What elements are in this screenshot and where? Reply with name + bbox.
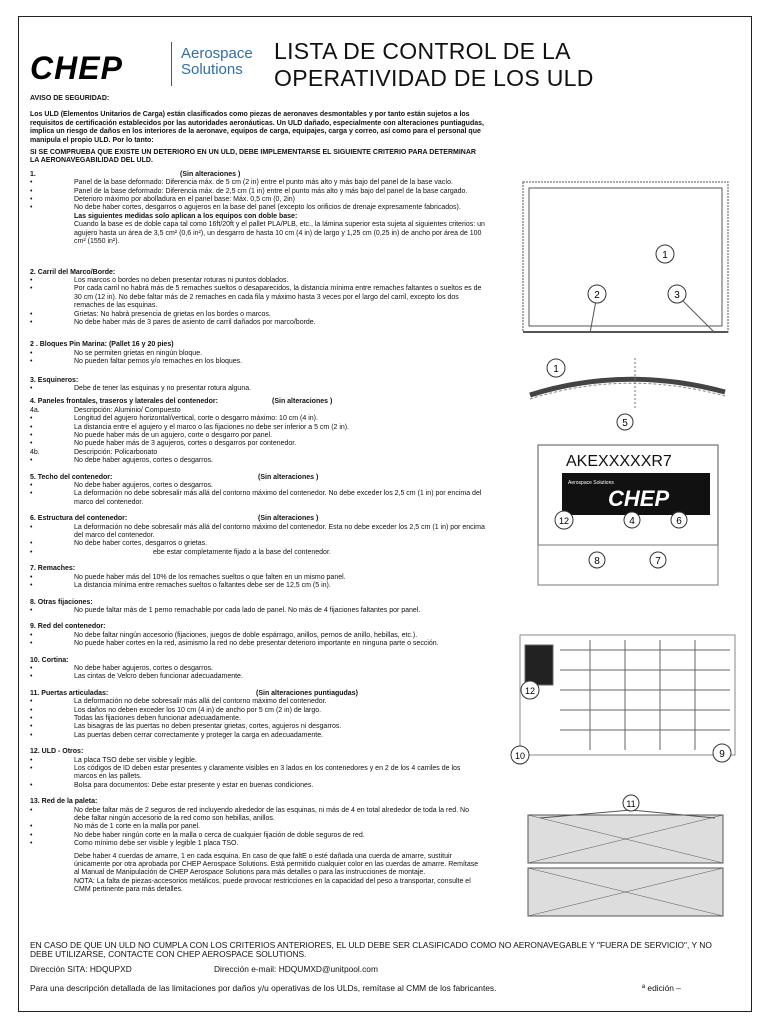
svg-text:Aerospace Solutions: Aerospace Solutions	[568, 480, 614, 486]
callout	[671, 512, 687, 528]
svg-text:10: 10	[514, 751, 526, 761]
list-item: NOTA: La falta de piezas-accesorios metálicos, puede provocar restricciones en la capacidad del peso a transportar, consulte el CMM pertinente para más detalles.	[74, 877, 471, 894]
division-name	[181, 46, 253, 78]
list-item: • Deterioro máximo por abolladura en el panel base: Máx. 0,5 cm (0, 2in)	[30, 196, 295, 204]
list-item: • Panel de la base deformado: Diferencia máx. de 5 cm (2 in) entre el punto más alto y más bajo del panel de la base vacío.	[30, 179, 453, 187]
svg-text:7: 7	[655, 556, 661, 567]
footer-sita: Dirección SITA: HDQUPXD	[30, 964, 132, 974]
list-item: • Los códigos de ID deben estar presentes y claramente visibles en 3 lados en los contenedores y en 2 de los 4 carriles de los marcos en las pallets.	[30, 765, 461, 781]
svg-text:4: 4	[629, 516, 635, 527]
logo-divider	[171, 42, 172, 86]
list-item: • No puede haber más de un agujero, corte o desgarro por panel.	[30, 432, 273, 439]
list-item: Las siguientes medidas solo aplican a los equipos con doble base:	[74, 212, 298, 220]
section-2-heading: 2. Carril del Marco/Borde:	[30, 268, 116, 276]
list-item: • La deformación no debe sobresalir más allá del contorno máximo del contenedor.	[30, 698, 327, 706]
callout	[623, 795, 639, 811]
footer-reference: Para una descripción detallada de las limitaciones por daños y/u operativas de los ULDs, remítase al CMM de los fabricantes.	[30, 983, 497, 993]
list-item: • Por cada carril no habrá más de 5 remaches sueltos o desaparecidos, la distancia mínima entre remaches faltantes o sueltos es de 30 cm (12 in). No debe faltar más de 2 remaches en cada fila y máximo hasta 3 veces por el largo del carril, excepto los dos remaches de las esquinas.	[30, 285, 482, 310]
list-item: • La deformación no debe sobresalir más allá del contorno máximo del contenedor. Esta no debe exceder los 2,5 cm (1 in) por encima del marco del contenedor.	[30, 523, 485, 540]
list-item: • La placa TSO debe ser visible y legible.	[30, 756, 197, 764]
list-item: • No se permiten grietas en ningún bloque.	[30, 349, 203, 357]
callout	[668, 285, 686, 303]
callout	[713, 744, 731, 762]
section-10-heading: 10. Cortina:	[30, 656, 69, 664]
checklist-body	[30, 95, 485, 895]
list-item: • Panel de la base deformado: Diferencia máx. de 2,5 cm (1 in) entre el punto más alto y más bajo del panel de la base cargado.	[30, 187, 468, 195]
svg-text:12: 12	[524, 686, 536, 696]
uld-illustrations	[514, 170, 735, 930]
section-9-heading: 9. Red del contenedor:	[30, 623, 106, 631]
list-item: • Bolsa para documentos: Debe estar presente y estar en buenas condiciones.	[30, 781, 314, 789]
list-item: • Los daños no deben exceder los 10 cm (4 in) de ancho por 5 cm (2 in) de largo.	[30, 706, 322, 714]
chep-logo: CHEP	[30, 50, 123, 86]
list-item: • No debe haber más de 3 pares de asiento de carril dañados por marco/borde.	[30, 318, 316, 326]
division-line-2: Solutions	[181, 61, 243, 78]
section-2b-heading: 2 . Bloques Pin Marina: (Pallet 16 y 20 pies)	[30, 341, 174, 349]
section-7-heading: 7. Remaches:	[30, 565, 76, 573]
callout	[589, 552, 605, 568]
list-item: 4b. Descripción: Policarbonato	[30, 448, 158, 456]
division-line-1: Aerospace	[181, 45, 253, 62]
svg-text:CHEP: CHEP	[608, 486, 670, 511]
list-item: • Grietas: No habrá presencia de grietas en los bordes o marcos.	[30, 310, 271, 318]
callout	[617, 414, 633, 430]
svg-text:2: 2	[594, 290, 600, 301]
list-item: • Las puertas deben cerrar correctamente y proteger la carga en adecuadamente.	[30, 731, 324, 739]
section-1-heading: 1. (Sin alteraciones )	[30, 170, 241, 178]
svg-text:3: 3	[674, 290, 680, 301]
section-4-heading: 4. Paneles frontales, traseros y laterales del contenedor: (Sin alteraciones )	[30, 398, 333, 406]
svg-text:1: 1	[553, 364, 559, 375]
list-item: • No puede faltar más de 1 perno remachable por cada lado de panel. No más de 4 fijaciones faltantes por panel.	[30, 606, 421, 614]
list-item: • La distancia entre el agujero y el marco o las fijaciones no debe ser inferior a 5 cm (2 in).	[30, 423, 350, 431]
svg-text:12: 12	[558, 516, 570, 526]
safety-heading: AVISO DE SEGURIDAD:	[30, 95, 110, 102]
callout	[624, 512, 640, 528]
callout	[555, 511, 573, 529]
container-net-figure	[520, 635, 735, 755]
list-item: • La distancia mínima entre remaches sueltos o faltantes debe ser de 12,5 cm (5 in).	[30, 582, 331, 590]
list-item: • Longitud del agujero horizontal/vertical, corte o desgarro máximo: 10 cm (4 in).	[30, 415, 318, 423]
list-item: • No puede haber más del 10% de los remaches sueltos o que falten en un mismo panel.	[30, 573, 346, 581]
section-8-heading: 8. Otras fijaciones:	[30, 598, 93, 606]
list-item: • No debe haber cortes, desgarros o agujeros en la base del panel (excepto los orificios de drenaje expresamente fabricados).	[30, 204, 461, 212]
list-item: • ebe estar completamente fijado a la base del contenedor.	[30, 548, 331, 556]
pallet-net-figure	[528, 810, 723, 916]
callout	[547, 359, 565, 377]
list-item: • No puede haber cortes en la red, asimismo la red no debe presentar deterioro importante en ninguna parte o sección.	[30, 640, 439, 648]
list-item: Cuando la base es de doble capa tal como 16ft/20ft y el pallet PLA/PLB, etc., la lámina superior esta sujeta al siguientes criterios: un agujero hasta un área de 3,5 cm² (0,6 in²), un desgarro de hasta 10 cm (4 in) de largo y 1,25 cm (0,25 in) de ancho por área de 100 cm² (1550 in²).	[74, 221, 485, 246]
section-11-heading: 11. Puertas articuladas: (Sin alteraciones puntiagudas)	[30, 689, 358, 697]
svg-text:8: 8	[594, 556, 600, 567]
callout	[511, 746, 529, 764]
section-6-heading: 6. Estructura del contenedor: (Sin alteraciones )	[30, 515, 319, 523]
pallet-base-figure	[523, 182, 728, 333]
document-title	[274, 38, 594, 92]
svg-text:AKEXXXXXR7: AKEXXXXXR7	[566, 453, 672, 470]
list-item: • No debe haber agujeros, cortes o desgarros.	[30, 457, 213, 465]
list-item: • No más de 1 corte en la malla por panel.	[30, 823, 201, 831]
list-item: • No debe haber agujeros, cortes o desgarros.	[30, 664, 213, 672]
list-item: • Los marcos o bordes no deben presentar roturas ni puntos doblados.	[30, 276, 289, 284]
footer-warning: EN CASO DE QUE UN ULD NO CUMPLA CON LOS CRITERIOS ANTERIORES, EL ULD DEBE SER CLASIFICADO COMO NO AERONAVEGABLE Y "FUERA DE SERVICIO", Y NO DEBE UTILIZARSE, CONTACTE CON CHEP AEROSPACE SOLUTIONS.	[30, 940, 712, 959]
callout	[656, 245, 674, 263]
list-item: • No debe haber agujeros, cortes o desgarros.	[30, 482, 213, 490]
list-item: • No debe faltar ningún accesorio (fijaciones, juegos de doble espárrago, anillos, pernos de anillo, hebillas, etc.).	[30, 631, 418, 639]
safety-warning: SI SE COMPRUEBA QUE EXISTE UN DETERIORO EN UN ULD, DEBE IMPLEMENTARSE EL SIGUIENTE CRITERIO PARA DETERMINAR LA AERONAVEGABILIDAD DEL ULD.	[30, 149, 476, 165]
section-12-heading: 12. ULD - Otros:	[30, 748, 84, 756]
list-item: • No puede haber más de 3 agujeros, cortes o desgarros por contenedor.	[30, 440, 297, 448]
svg-text:1: 1	[662, 250, 668, 261]
svg-text:11: 11	[626, 799, 636, 809]
section-5-heading: 5. Techo del contenedor: (Sin alteraciones )	[30, 473, 319, 481]
title-line-2: OPERATIVIDAD DE LOS ULD	[274, 65, 594, 91]
footer-edition: ª edición –	[642, 983, 681, 993]
safety-body: Los ULD (Elementos Unitarios de Carga) están clasificados como piezas de aeronaves desmontables y por tanto están sujetos a los requisitos de certificación establecidos por las autoridades aeronáuticas. Un ULD dañado, especialmente con alteraciones puntiagudas, implica un riesgo de daños en los interiores de la aeronave, equipos de carga, equipajes, carga y correo, así como para el personal que manipula el propio ULD. Por lo tanto:	[30, 111, 484, 144]
title-line-1: LISTA DE CONTROL DE LA	[274, 38, 571, 64]
list-item: • Como mínimo debe ser visible y legible 1 placa TSO.	[30, 840, 239, 848]
section-13-heading: 13. Red de la paleta:	[30, 798, 98, 806]
list-item: • No debe haber cortes, desgarros o grietas.	[30, 540, 208, 548]
list-item: • Las cintas de Velcro deben funcionar adecuadamente.	[30, 673, 243, 681]
callout	[521, 681, 539, 699]
section-3-heading: 3. Esquineros:	[30, 376, 79, 384]
callout	[650, 552, 666, 568]
list-item: • Todas las fijaciones deben funcionar adecuadamente.	[30, 714, 241, 722]
svg-text:6: 6	[676, 516, 682, 527]
list-item: Debe haber 4 cuerdas de amarre, 1 en cada esquina. En caso de que faltE o esté dañada una cuerda de amarre, sustituir únicamente por otra aprobada por CHEP Aerospace Solutions. Está permitido cualquier color en las cuerdas de amarre. Remítase al Manual de Manipulación de CHEP Aerospace Solutions para más detalles o para las instrucciones de montaje.	[74, 852, 479, 877]
footer-email: Dirección e-mail: HDQUMXD@unitpool.com	[214, 964, 378, 974]
list-item: 4a. Descripción: Aluminio/ Compuesto	[30, 406, 181, 414]
list-item: • No debe haber ningún corte en la malla o cerca de cualquier fijación de doble seguros de red.	[30, 831, 365, 839]
svg-text:9: 9	[719, 749, 725, 760]
list-item: • No debe faltar más de 2 seguros de red incluyendo alrededor de las esquinas, ni más de 4 en total alrededor de toda la red. No debe faltar ningún accesorio de la red como son hebillas, anillos.	[30, 806, 469, 823]
list-item: • Debe de tener las esquinas y no presentar rotura alguna.	[30, 384, 252, 392]
list-item: • No pueden faltar pernos y/o remaches en los bloques.	[30, 358, 243, 366]
callout	[588, 285, 606, 303]
list-item: • La deformación no debe sobresalir más allá del contorno máximo del contenedor. No debe exceder los 2,5 cm (1 in) por encima del marco del contenedor.	[30, 490, 482, 506]
list-item: • Las bisagras de las puertas no deben presentar grietas, cortes, agujeros ni desgarros.	[30, 723, 342, 731]
svg-text:5: 5	[622, 418, 628, 429]
